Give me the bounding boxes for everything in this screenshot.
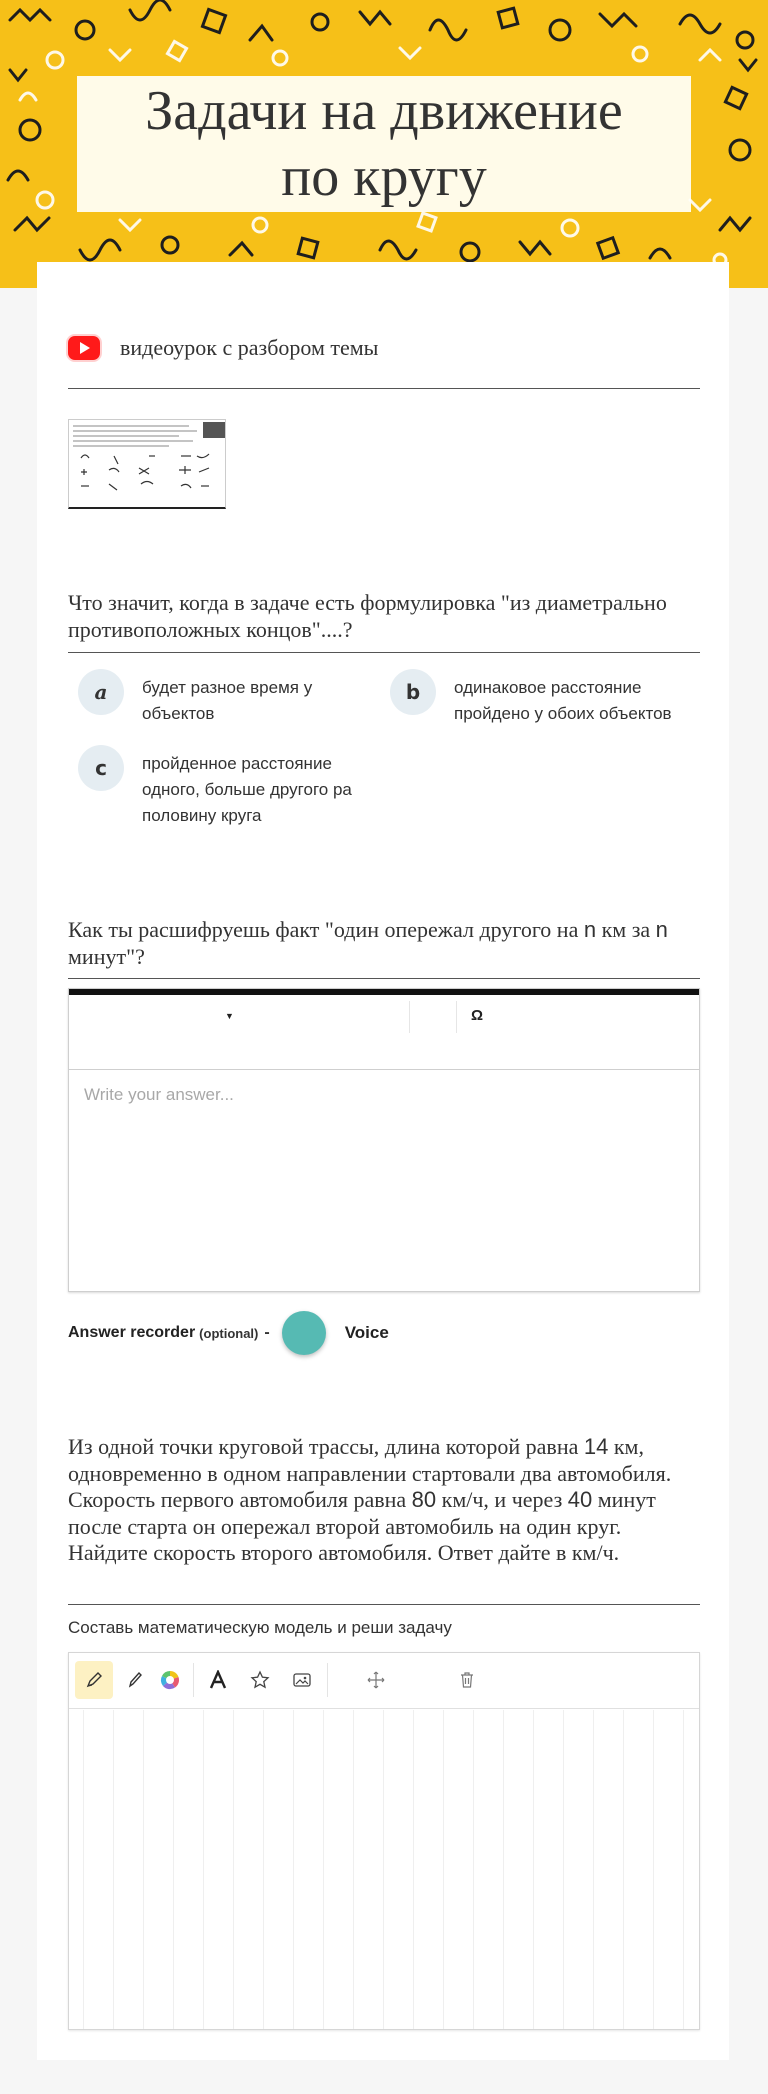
star-icon[interactable]: [241, 1661, 279, 1699]
option-c[interactable]: [78, 745, 388, 829]
q3-part1: Из одной точки круговой трассы, длина которой равна: [68, 1434, 584, 1459]
video-label: видеоурок с разбором темы: [120, 335, 379, 360]
text-icon[interactable]: [199, 1661, 237, 1699]
answer-textarea[interactable]: [69, 1071, 699, 1291]
q3-part4: минут после старта он опережал второй автомобиль на один круг. Найдите скорость второго автомобиля. Ответ дайте в км/ч.: [68, 1487, 656, 1565]
pencil-icon[interactable]: [75, 1661, 113, 1699]
option-b-badge: b: [390, 669, 436, 715]
video-thumbnail[interactable]: [68, 419, 226, 509]
page-title-line1: Задачи на движение: [145, 80, 623, 142]
toolbar-separator: [456, 1001, 457, 1033]
option-c-badge: c: [78, 745, 124, 791]
q3-speed: 80: [411, 1487, 437, 1512]
divider: [68, 978, 700, 979]
drawing-toolbar: [69, 1653, 699, 1709]
toolbar-separator: [409, 1001, 410, 1033]
question2-text-part2: км за: [596, 917, 656, 942]
option-b-text: одинаковое расстояние пройдено у обоих объектов: [454, 678, 672, 723]
recorder-voice-label: Voice: [344, 1323, 389, 1342]
q3-track-length: 14: [583, 1434, 609, 1459]
recorder-label: Answer recorder: [68, 1324, 196, 1341]
record-button[interactable]: [282, 1311, 326, 1355]
answer-editor: [68, 988, 700, 1292]
image-icon[interactable]: [283, 1661, 321, 1699]
question2-n1: n: [583, 917, 597, 942]
recorder-optional: (optional): [199, 1325, 259, 1341]
question2-text-part1: Как ты расшифруешь факт "один опережал другого на: [68, 917, 584, 942]
q3-part2: км, одновременно в одном направлении стартовали два автомобиля. Скорость первого автомобиля равна: [68, 1434, 672, 1512]
page-title-line2: по кругу: [281, 146, 487, 208]
q3-minutes: 40: [567, 1487, 593, 1512]
header-banner: [0, 0, 768, 288]
option-a-badge: a: [78, 669, 124, 715]
divider: [68, 388, 700, 389]
divider: [68, 1604, 700, 1605]
format-dropdown-icon[interactable]: ▼: [225, 1011, 234, 1021]
title-box: [77, 76, 691, 212]
special-character-button[interactable]: Ω: [471, 1007, 484, 1024]
move-icon[interactable]: [357, 1661, 395, 1699]
editor-toolbar: [69, 995, 699, 1070]
thumbnail-image: [69, 420, 226, 509]
page-title: [145, 78, 622, 210]
option-b[interactable]: [390, 669, 700, 727]
question2-text-part3: минут"?: [68, 944, 145, 969]
video-link[interactable]: [68, 332, 378, 364]
q3-part3: км/ч, и через: [436, 1487, 568, 1512]
drawing-canvas[interactable]: [69, 1710, 699, 2029]
question3-instruction: Составь математическую модель и реши задачу: [68, 1618, 452, 1637]
question3-text: [68, 1434, 700, 1567]
option-a[interactable]: [78, 669, 368, 727]
marker-icon[interactable]: [116, 1661, 154, 1699]
drawing-board: [68, 1652, 700, 2030]
divider: [68, 652, 700, 653]
question1-text: Что значит, когда в задаче есть формулировка "из диаметрально противоположных концов"....?: [68, 590, 667, 642]
recorder-dash: -: [264, 1324, 270, 1341]
trash-icon[interactable]: [448, 1661, 486, 1699]
option-c-text: пройденное расстояние одного, больше другого ра половину круга: [142, 754, 352, 825]
toolbar-separator: [327, 1663, 328, 1697]
answer-recorder: [68, 1310, 389, 1356]
question2-n2: n: [655, 917, 668, 942]
option-a-text: будет разное время у объектов: [142, 678, 313, 723]
color-wheel-icon[interactable]: [151, 1661, 189, 1699]
youtube-icon: [68, 336, 100, 360]
toolbar-separator: [193, 1663, 194, 1697]
question2-text: [68, 916, 700, 970]
